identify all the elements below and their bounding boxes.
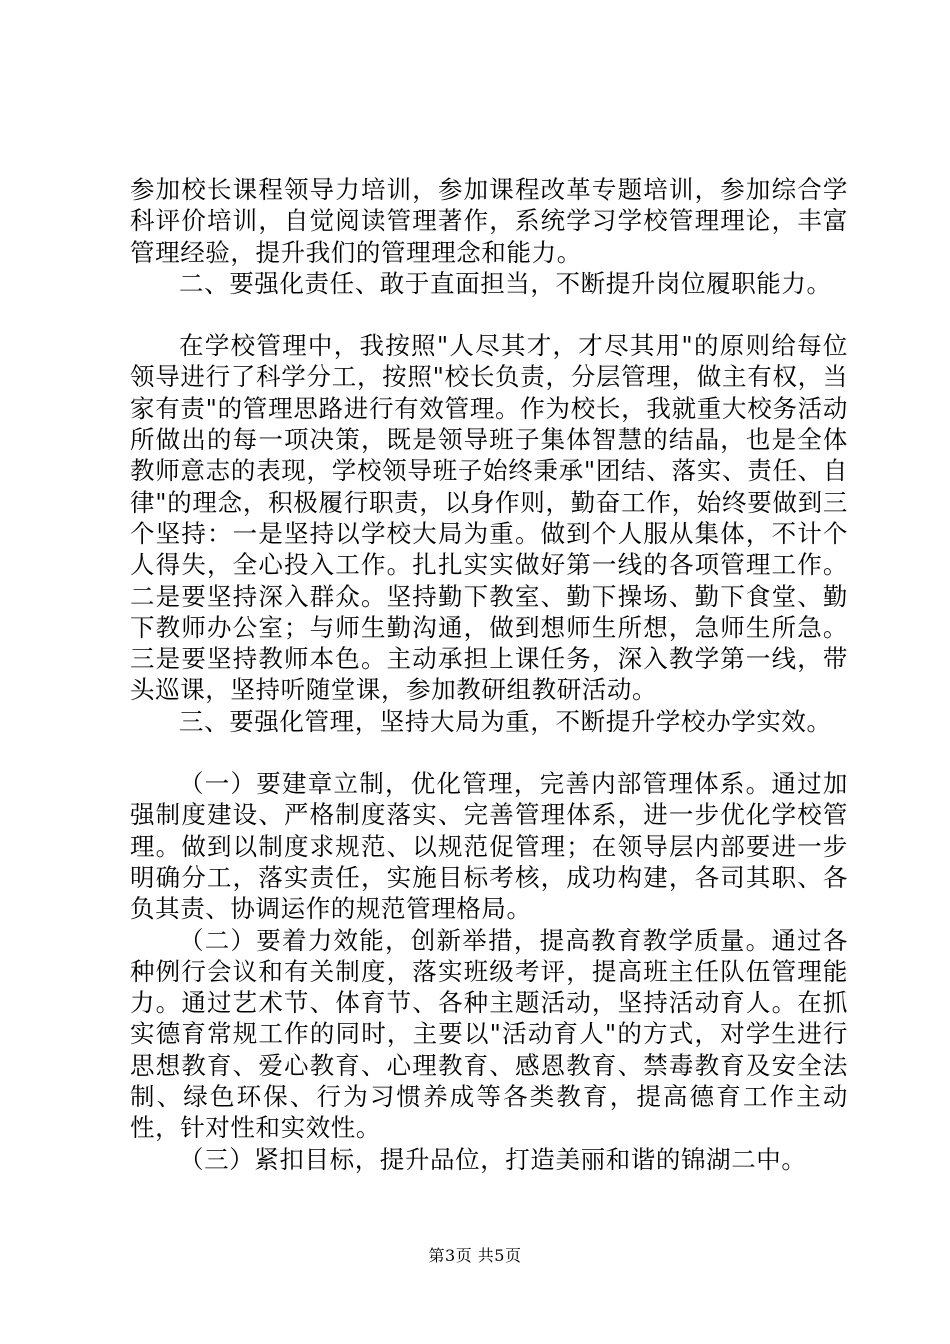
section-heading-two: 二、要强化责任、敢于直面担当，不断提升岗位履职能力。 bbox=[179, 268, 832, 298]
paragraph-subsection-one: （一）要建章立制，优化管理，完善内部管理体系。通过加强制度建设、严格制度落实、完善管理体系，进一步优化学校管理。做到以制度求规范、以规范促管理；在领导层内部要进一步明确分工，落实责任，实施目标考核，成功构建，各司其职、各负其责、协调运作的规范管理格局。 bbox=[130, 769, 848, 924]
page-footer: 第3页 共5页 bbox=[428, 1246, 522, 1265]
section-heading-three: 三、要强化管理，坚持大局为重，不断提升学校办学实效。 bbox=[179, 706, 832, 736]
paragraph-continuation: 参加校长课程领导力培训，参加课程改革专题培训，参加综合学科评价培训，自觉阅读管理著作，系统学习学校管理理论，丰富管理经验，提升我们的管理理念和能力。 bbox=[130, 175, 848, 267]
paragraph-subsection-two: （二）要着力效能，创新举措，提高教育教学质量。通过各种例行会议和有关制度，落实班级考评，提高班主任队伍管理能力。通过艺术节、体育节、各种主题活动，坚持活动育人。在抓实德育常规工作的同时，主要以"活动育人"的方式，对学生进行思想教育、爱心教育、心理教育、感恩教育、禁毒教育及安全法制、绿色环保、行为习惯养成等各类教育，提高德育工作主动性，针对性和实效性。 bbox=[130, 925, 848, 1143]
paragraph-subsection-three: （三）紧扣目标，提升品位，打造美丽和谐的锦湖二中。 bbox=[179, 1144, 807, 1174]
paragraph-management: 在学校管理中，我按照"人尽其才，才尽其用"的原则给每位领导进行了科学分工，按照"校长负责，分层管理，做主有权，当家有责"的管理思路进行有效管理。作为校长，我就重大校务活动所做出的每一项决策，既是领导班子集体智慧的结晶，也是全体教师意志的表现，学校领导班子始终秉承"团结、落实、责任、自律"的理念，积极履行职责，以身作则，勤奋工作，始终要做到三个坚持：一是坚持以学校大局为重。做到个人服从集体，不计个人得失，全心投入工作。扎扎实实做好第一线的各项管理工作。二是要坚持深入群众。坚持勤下教室、勤下操场、勤下食堂、勤下教师办公室；与师生勤沟通，做到想师生所想，急师生所急。三是要坚持教师本色。主动承担上课任务，深入教学第一线，带头巡课，坚持听随堂课，参加教研组教研活动。 bbox=[130, 331, 848, 705]
document-body bbox=[130, 174, 848, 1175]
